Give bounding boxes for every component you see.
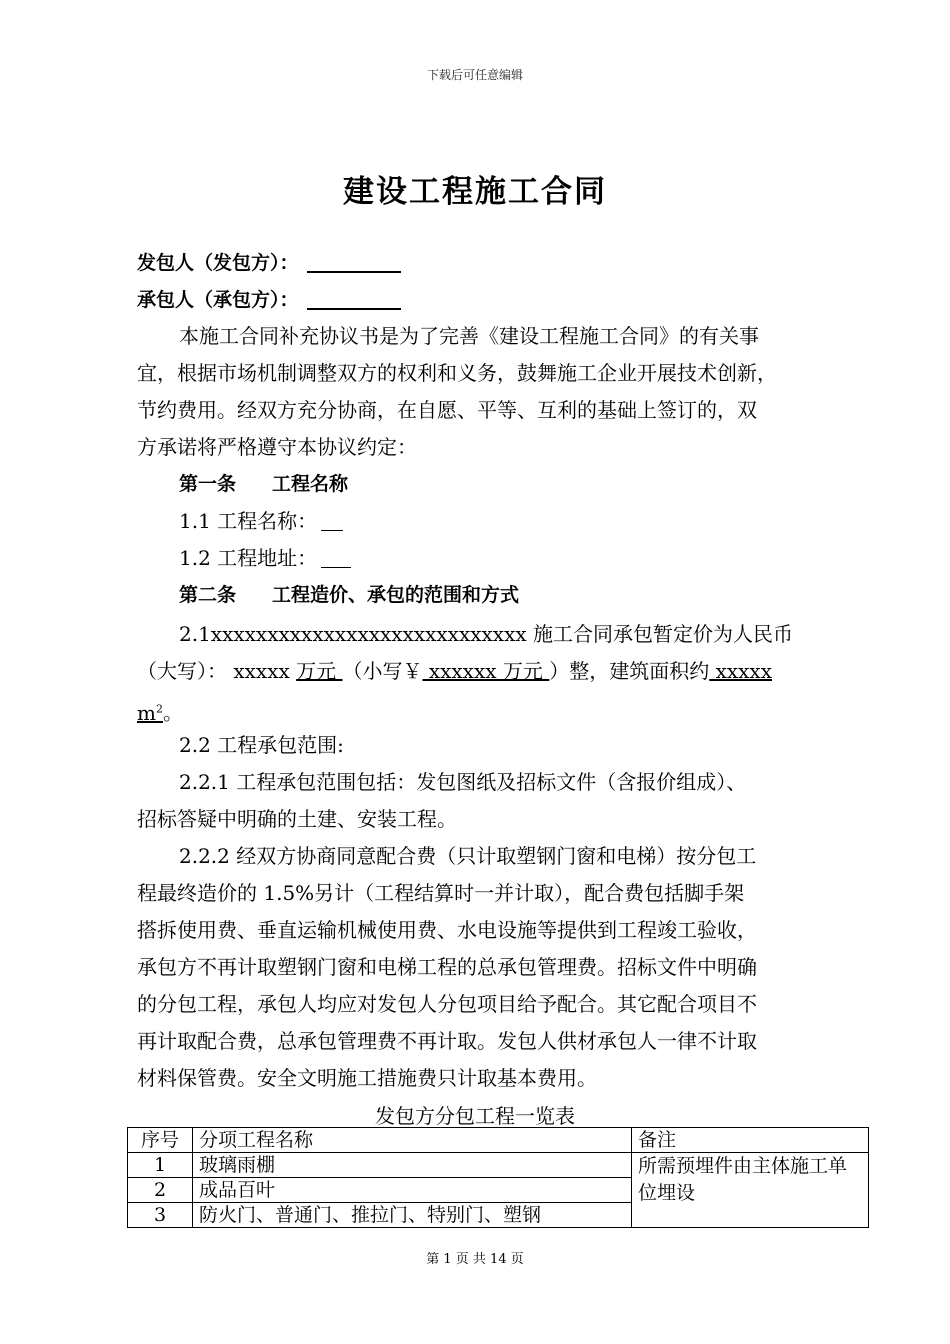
- contractor-blank[interactable]: [307, 286, 401, 310]
- row-name: 玻璃雨棚: [193, 1153, 632, 1178]
- item-1-2-label: 1.2 工程地址：: [179, 546, 318, 570]
- price-capital-unit: 万元: [296, 659, 343, 683]
- header-note: 备注: [632, 1128, 869, 1153]
- clause-2-2-2-line-4: 承包方不再计取塑钢门窗和电梯工程的总承包管理费。招标文件中明确: [137, 955, 757, 979]
- article-1-number: 第一条: [179, 473, 237, 495]
- area-value: xxxxx: [709, 659, 772, 683]
- intro-line-2: 宜，根据市场机制调整双方的权利和义务，鼓舞施工企业开展技术创新，: [137, 361, 777, 385]
- header-no: 序号: [128, 1128, 193, 1153]
- clause-2-2: 2.2 工程承包范围:: [179, 733, 344, 757]
- clause-2-2-2-line-7: 材料保管费。安全文明施工措施费只计取基本费用。: [137, 1066, 597, 1090]
- clause-2-1-line-2: [137, 653, 837, 690]
- clause-2-2-2-line-6: 再计取配合费，总承包管理费不再计取。发包人供材承包人一律不计取: [137, 1029, 757, 1053]
- price-small-value: xxxxxx 万元: [422, 659, 550, 683]
- clause-2-1-line-3: [137, 690, 837, 732]
- clause-2-2-2-line-5: 的分包工程，承包人均应对发包人分包项目给予配合。其它配合项目不: [137, 992, 757, 1016]
- intro-line-4: 方承诺将严格遵守本协议约定：: [137, 435, 417, 459]
- subcontract-table: [127, 1127, 869, 1228]
- clause-2-2-2-line-1: 2.2.2 经双方协商同意配合费（只计取塑钢门窗和电梯）按分包工: [179, 844, 757, 868]
- document-title: 建设工程施工合同: [343, 174, 607, 210]
- page-header: 下载后可任意编辑: [426, 68, 523, 82]
- price-small-label: （小写￥: [342, 659, 423, 683]
- row-name: 成品百叶: [193, 1178, 632, 1203]
- contractor-label: 承包人（承包方）：: [137, 289, 299, 311]
- project-address-blank[interactable]: [321, 547, 351, 568]
- row-no: 3: [128, 1203, 193, 1228]
- area-end: 。: [162, 700, 183, 725]
- table-header-row: [128, 1128, 869, 1153]
- clause-2-1-line-1: 2.1xxxxxxxxxxxxxxxxxxxxxxxxxxxx 施工合同承包暂定价为人民币: [179, 622, 793, 646]
- price-capital-label: （大写）： xxxxx: [137, 659, 297, 683]
- item-1-1-label: 1.1 工程名称：: [179, 509, 318, 533]
- clause-2-2-1-line-2: 招标答疑中明确的土建、安装工程。: [137, 807, 457, 831]
- employer-label: 发包人（发包方）：: [137, 252, 299, 274]
- area-unit: $m^2$: [137, 700, 163, 725]
- row-no: 1: [128, 1153, 193, 1178]
- intro-line-3: 节约费用。经双方充分协商，在自愿、平等、互利的基础上签订的，双: [137, 398, 757, 422]
- clause-2-2-2-line-3: 搭拆使用费、垂直运输机械使用费、水电设施等提供到工程竣工验收，: [137, 918, 757, 942]
- area-label: ）整，建筑面积约: [549, 659, 710, 683]
- header-name: 分项工程名称: [193, 1128, 632, 1153]
- item-1-2: [179, 540, 879, 577]
- article-1-heading: [179, 466, 879, 503]
- project-name-blank[interactable]: [321, 510, 343, 531]
- intro-line-1: 本施工合同补充协议书是为了完善《建设工程施工合同》的有关事: [179, 324, 759, 348]
- table-row: [128, 1153, 869, 1178]
- clause-2-2-1-line-1: 2.2.1 工程承包范围包括：发包图纸及招标文件（含报价组成）、: [179, 770, 747, 794]
- employer-blank[interactable]: [307, 249, 401, 273]
- article-1-title: 工程名称: [272, 473, 349, 495]
- page-footer: 第 1 页 共 14 页: [426, 1252, 524, 1267]
- row-no: 2: [128, 1178, 193, 1203]
- item-1-1: [179, 503, 879, 540]
- row-name: 防火门、普通门、推拉门、特别门、塑钢: [193, 1203, 632, 1228]
- row-note: 所需预埋件由主体施工单位埋设: [632, 1153, 869, 1228]
- article-2-title: 工程造价、承包的范围和方式: [272, 584, 520, 606]
- contractor-line: [137, 282, 837, 319]
- employer-line: [137, 245, 837, 282]
- article-2-number: 第二条: [179, 584, 237, 606]
- table-caption: 发包方分包工程一览表: [375, 1104, 575, 1128]
- clause-2-2-2-line-2: 程最终造价的 1.5%另计（工程结算时一并计取），配合费包括脚手架: [137, 881, 745, 905]
- article-2-heading: [179, 577, 879, 614]
